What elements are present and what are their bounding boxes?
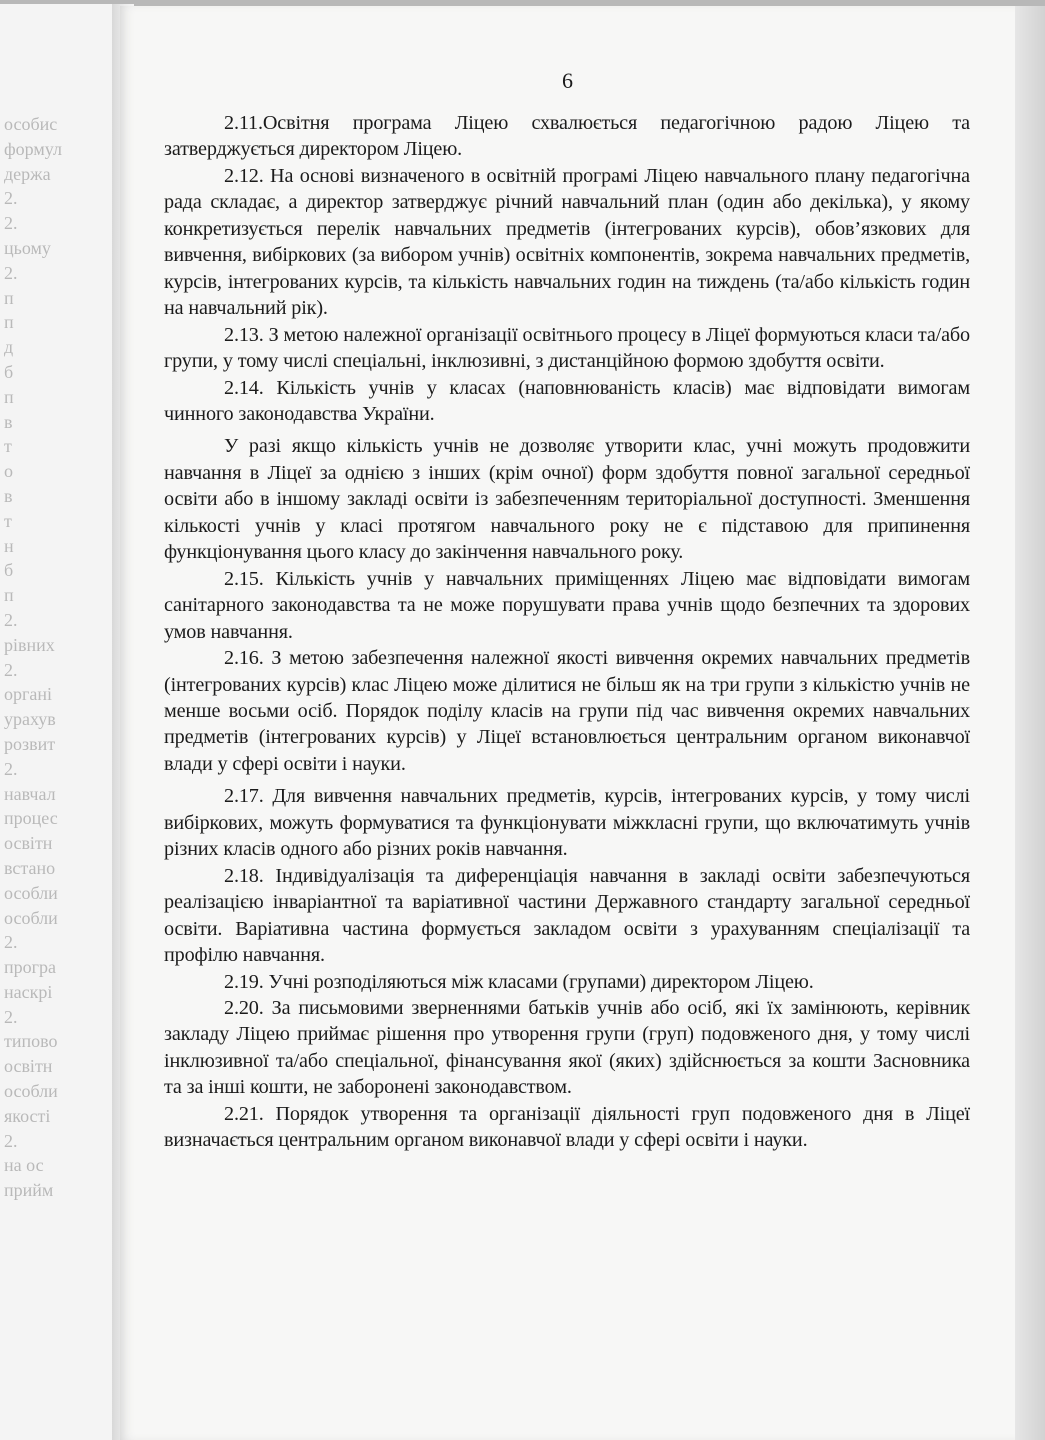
underlying-fragment: 2. <box>4 1006 18 1027</box>
paragraph-2-21: 2.21. Порядок утворення та організації діяльності груп подовженого дня в Ліцеї визначається центральним органом виконавчої влади у сфері освіти і науки. <box>164 1102 970 1152</box>
page-number: 6 <box>562 68 573 93</box>
underlying-fragment: в <box>4 411 13 432</box>
underlying-fragment: п <box>4 287 14 308</box>
paragraph-2-15: 2.15. Кількість учнів у навчальних приміщеннях Ліцею має відповідати вимогам санітарного законодавства та не може порушувати права учнів щодо безпечних та здорових умов навчання. <box>164 567 970 643</box>
underlying-fragment: освітн <box>4 1056 53 1077</box>
paragraph-2-17: 2.17. Для вивчення навчальних предметів, курсів, інтегрованих курсів, у тому числі вибіркових, можуть формуватися та функціонувати міжкласні групи, що включатимуть учнів різних класів одного або різних років навчання. <box>164 785 970 861</box>
paragraph-2-14-continued: У разі якщо кількість учнів не дозволяє утворити клас, учні можуть продовжити навчання в Ліцеї за однією з інших (крім очної) форм здобуття повної загальної середньої освіти або в іншому закладі освіти із забезпеченням територіальної доступності. Зменшення кількості учнів у класі протягом навчального року не є підставою для припинення функціонування цього класу до закінчення навчального року. <box>164 435 970 564</box>
underlying-fragment: 2. <box>4 609 18 630</box>
underlying-page-strip <box>0 4 118 1440</box>
underlying-fragment: на ос <box>4 1155 44 1176</box>
paragraph-2-16: 2.16. З метою забезпечення належної якості вивчення окремих навчальних предметів (інтегрованих курсів) клас Ліцею може ділитися не більш як на три групи з кількістю учнів не менше восьми осіб. Порядок поділу класів на групи під час вивчення окремих навчальних предметів (інтегрованих курсів) у Ліцеї встановлюється центральним органом виконавчої влади у сфері освіти і науки. <box>164 647 970 775</box>
underlying-fragment: якості <box>4 1105 51 1126</box>
underlying-fragment: формул <box>4 138 62 159</box>
underlying-fragment: типово <box>4 1031 58 1052</box>
scan-right-edge <box>1015 6 1045 1440</box>
underlying-fragment: освітн <box>4 833 53 854</box>
underlying-fragment: програ <box>4 957 57 978</box>
underlying-fragment: п <box>4 585 14 606</box>
underlying-fragment: 2. <box>4 932 18 953</box>
underlying-fragment: 2. <box>4 659 18 680</box>
underlying-fragment: рівних <box>4 634 55 655</box>
underlying-fragment: 2. <box>4 213 18 234</box>
underlying-fragment: особли <box>4 907 58 928</box>
underlying-fragment: п <box>4 386 14 407</box>
paragraph-2-12: 2.12. На основі визначеного в освітній програмі Ліцею навчального плану педагогічна рада складає, а директор затверджує річний навчальний план (один або декілька), у якому конкретизується перелік навчальних предметів (інтегрованих курсів), обов’язкових для вивчення, вибіркових (за вибором учнів) освітніх компонентів, зокрема навчальних предметів, курсів, інтегрованих курсів, та кількість навчальних годин на тиждень (та/або кількість годин на навчальний рік). <box>164 164 970 320</box>
paragraph-2-13: 2.13. З метою належної організації освітнього процесу в Ліцеї формуються класи та/або групи, у тому числі спеціальні, інклюзивні, з дистанційною формою здобуття освіти. <box>164 323 970 373</box>
underlying-fragment: б <box>4 361 14 382</box>
underlying-fragment: д <box>4 337 14 358</box>
underlying-fragment: розвит <box>4 733 56 754</box>
paragraph-2-11: 2.11.Освітня програма Ліцею схвалюється педагогічною радою Ліцею та затверджується директором Ліцею. <box>164 112 970 161</box>
paragraph-2-18: 2.18. Індивідуалізація та диференціація навчання в закладі освіти забезпечуються реалізацією інваріантної та варіативної частини Державного стандарту загальної середньої освіти. Варіативна частина формується закладом освіти з урахуванням спеціалізації та профілю навчання. <box>164 864 970 967</box>
underlying-fragment: п <box>4 312 14 333</box>
paragraph-2-14: 2.14. Кількість учнів у класах (наповнюваність класів) має відповідати вимогам чинного законодавства України. <box>164 376 970 425</box>
underlying-fragment: цьому <box>4 237 51 258</box>
underlying-fragment: урахув <box>4 709 56 730</box>
underlying-page-text <box>0 112 118 1203</box>
paragraph-2-19: 2.19. Учні розподіляються між класами (групами) директором Ліцею. <box>224 970 814 993</box>
underlying-fragment: 2. <box>4 1130 18 1151</box>
underlying-fragment: особис <box>4 114 58 134</box>
underlying-fragment: б <box>4 560 14 581</box>
underlying-fragment: 2. <box>4 188 18 209</box>
underlying-fragment: о <box>4 461 13 482</box>
underlying-fragment: органі <box>4 684 53 705</box>
underlying-fragment: держа <box>4 163 51 184</box>
underlying-fragment: прийм <box>4 1180 54 1201</box>
underlying-fragment: особли <box>4 1081 58 1102</box>
underlying-fragment: особли <box>4 882 58 903</box>
paragraph-2-20: 2.20. За письмовими зверненнями батьків учнів або осіб, які їх замінюють, керівник закладу Ліцею приймає рішення про утворення групи (груп) подовженого дня, у тому числі інклюзивної та/або спеціальної, фінансування якої (яких) здійснюється за кошти Засновника та за інші кошти, не заборонені законодавством. <box>164 996 970 1099</box>
underlying-fragment: процес <box>4 808 58 829</box>
underlying-fragment: навчал <box>4 783 56 804</box>
underlying-fragment: в <box>4 485 13 506</box>
underlying-fragment: 2. <box>4 262 18 283</box>
underlying-fragment: т <box>4 436 12 457</box>
document-page <box>120 6 1015 1440</box>
underlying-fragment: 2. <box>4 758 18 779</box>
document-body <box>164 110 970 1154</box>
underlying-fragment: наскрі <box>4 981 53 1002</box>
underlying-fragment: н <box>4 535 14 556</box>
underlying-fragment: встано <box>4 857 56 878</box>
underlying-fragment: т <box>4 510 12 531</box>
